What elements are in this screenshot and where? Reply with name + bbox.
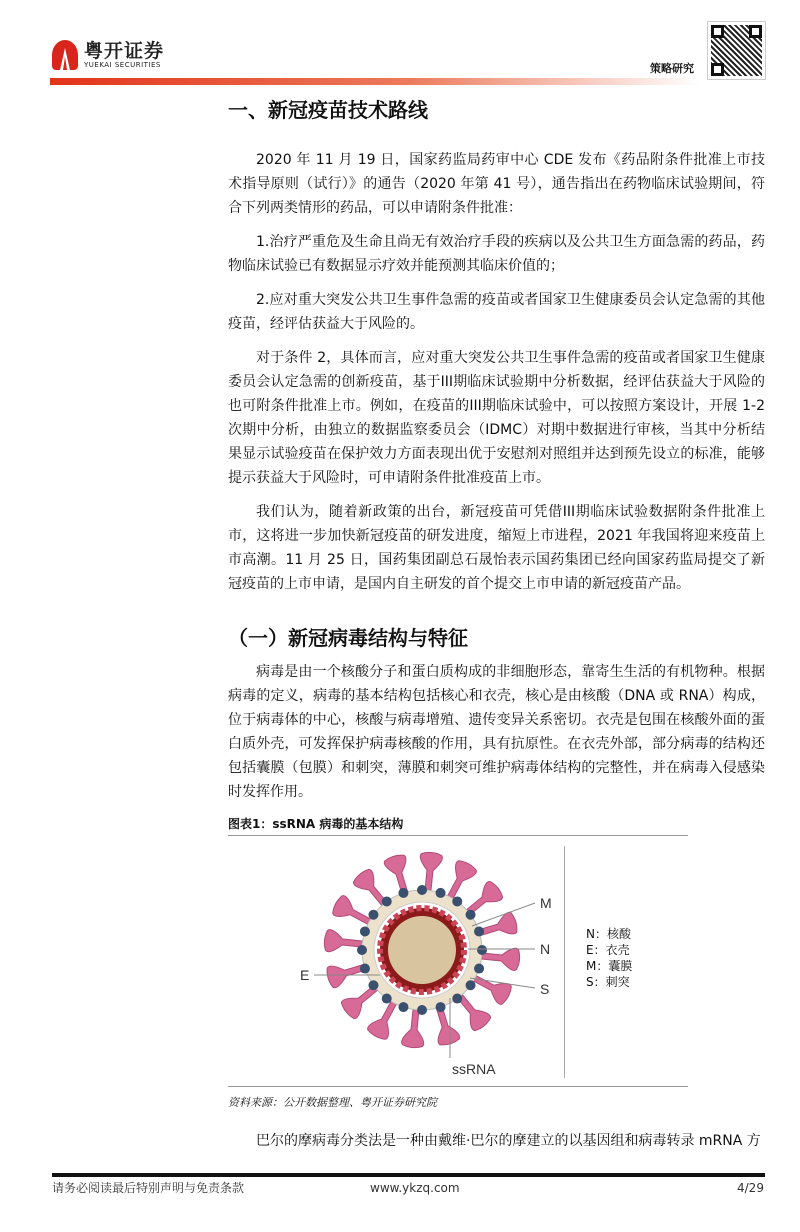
membrane-protein — [474, 964, 484, 974]
footer-disclaimer: 请务必阅读最后特别声明与免责条款 — [52, 1181, 245, 1195]
membrane-protein — [466, 910, 476, 920]
header-bar — [50, 78, 700, 85]
label-n: N — [540, 941, 551, 957]
page-number: 4/29 — [737, 1181, 764, 1195]
membrane-protein — [452, 896, 462, 906]
page-header — [0, 0, 800, 92]
membrane-protein — [436, 888, 446, 898]
page-footer — [0, 1173, 800, 1232]
paragraph: 巴尔的摩病毒分类法是一种由戴维·巴尔的摩建立的以基因组和病毒转录 mRNA 方 — [256, 1133, 761, 1149]
membrane-protein — [452, 994, 462, 1004]
legend-item: S：刺突 — [586, 975, 630, 989]
logo-icon — [52, 40, 78, 70]
membrane-protein — [368, 910, 378, 920]
paragraph: 病毒是由一个核酸分子和蛋白质构成的非细胞形态，靠寄生生活的有机物种。根据病毒的定义，病毒的基本结构包括核心和衣壳，核心是由核酸（DNA 或 RNA）构成，位于病毒体的中心，核酸与病毒增殖、遗传变异关系密切。衣壳是包围在核酸外面的蛋白质外壳，可发挥保护病毒核酸的作用，具有抗原性。在衣壳外部，部分病毒的结构还包括囊膜（包膜）和刺突，薄膜和刺突可维护病毒体结构的完整性，并在病毒入侵感染时发挥作用。 — [228, 664, 765, 800]
legend-item: M：囊膜 — [586, 959, 633, 973]
membrane-protein — [466, 980, 476, 990]
logo-text: 粤开证券 — [84, 39, 165, 62]
figure-legend — [586, 926, 632, 990]
membrane-protein — [360, 926, 370, 936]
divider — [228, 1086, 688, 1087]
paragraph: 2020 年 11 月 19 日，国家药监局药审中心 CDE 发布《药品附条件批准上市技术指导原则（试行）》的通告（2020 年第 41 号），通告指出在药物临床试验期间，符合下列两类情形的药品，可以申请附条件批准： — [228, 152, 765, 216]
footer-url[interactable]: www.ykzq.com — [370, 1181, 460, 1195]
membrane-protein — [382, 994, 392, 1004]
membrane-protein — [474, 926, 484, 936]
legend-item: E：衣壳 — [586, 943, 630, 957]
membrane-protein — [477, 945, 487, 955]
section-tag: 策略研究 — [650, 62, 694, 75]
logo-subtext: YUEKAI SECURITIES — [84, 60, 161, 69]
membrane-protein — [382, 896, 392, 906]
heading-1: 一、新冠疫苗技术路线 — [228, 98, 428, 122]
label-m: M — [540, 895, 552, 911]
membrane-protein — [417, 885, 427, 895]
membrane-protein — [357, 945, 367, 955]
figure-source: 资料来源：公开数据整理、粤开证券研究院 — [228, 1096, 437, 1109]
membrane-protein — [417, 1005, 427, 1015]
figure-caption: 图表1：ssRNA 病毒的基本结构 — [228, 817, 404, 831]
membrane-protein — [436, 1002, 446, 1012]
qr-code-icon — [708, 22, 765, 79]
paragraph: 我们认为，随着新政策的出台，新冠疫苗可凭借III期临床试验数据附条件批准上市，这将进一步加快新冠疫苗的研发进度，缩短上市进程，2021 年我国将迎来疫苗上市高潮。11 月 25 日，国药集团副总石晟怡表示国药集团已经向国家药监局提交了新冠疫苗的上市申请，是国内自主研发的首个提交上市申请的新冠疫苗产品。 — [228, 504, 765, 592]
legend-item: N：核酸 — [586, 927, 631, 941]
virus-diagram — [300, 848, 560, 1078]
company-logo — [52, 40, 164, 70]
paragraph: 2.应对重大突发公共卫生事件急需的疫苗或者国家卫生健康委员会认定急需的其他疫苗，经评估获益大于风险的。 — [228, 292, 765, 332]
label-s: S — [540, 981, 550, 997]
label-ssrna: ssRNA — [452, 1061, 496, 1077]
main-content — [228, 92, 765, 1173]
paragraph: 1.治疗严重危及生命且尚无有效治疗手段的疾病以及公共卫生方面急需的药品，药物临床试验已有数据显示疗效并能预测其临床价值的； — [228, 234, 765, 274]
heading-2: （一）新冠病毒结构与特征 — [228, 626, 468, 650]
label-e: E — [300, 967, 310, 983]
paragraph: 对于条件 2，具体而言，应对重大突发公共卫生事件急需的疫苗或者国家卫生健康委员会认定急需的创新疫苗，基于III期临床试验期中分析数据，经评估获益大于风险的也可附条件批准上市。例如，在疫苗的III期临床试验中，可以按照方案设计，开展 1-2 次期中分析，由独立的数据监察委员会（IDMC）对期中数据进行审核，当其中分析结果显示试验疫苗在保护效力方面表现出优于安慰剂对照组并达到预先设立的标准，能够提示获益大于风险时，可申请附条件批准疫苗上市。 — [228, 350, 765, 486]
figure — [228, 836, 688, 1086]
divider — [564, 846, 565, 1078]
footer-bar — [52, 1173, 765, 1177]
membrane-protein — [360, 964, 370, 974]
membrane-protein — [368, 980, 378, 990]
membrane-protein — [398, 1002, 408, 1012]
membrane-protein — [398, 888, 408, 898]
